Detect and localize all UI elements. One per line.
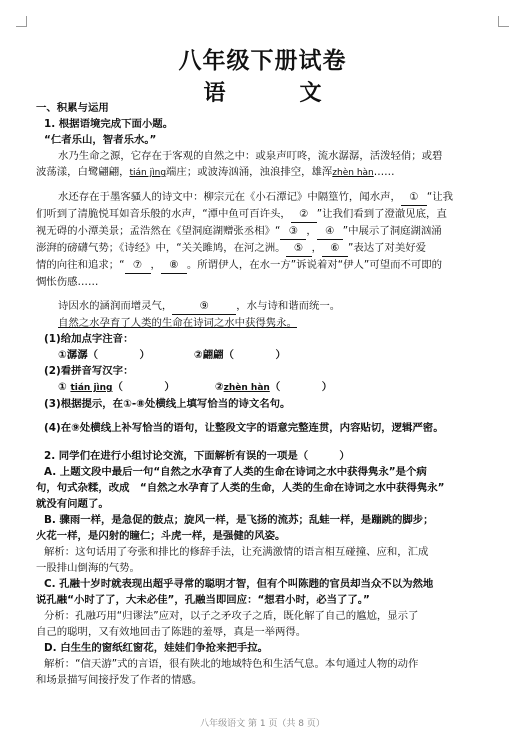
answer-blank-8[interactable]: ⑧: [161, 257, 187, 274]
sub-question-3: (3)根据提示，在①-⑧处横线上填写恰当的诗文名句。: [44, 398, 291, 410]
quote: “仁者乐山，智者乐水。”: [44, 134, 157, 146]
answer-blank-9[interactable]: ⑨: [172, 298, 236, 315]
sub-question-2-options: ① tián jìng（ ） ②zhèn hàn（ ）: [58, 381, 333, 393]
paragraph-1-line-1: 水乃生命之源，它存在于客观的自然之中：或泉声叮咚，流水潺潺，活泼轻俏；或碧: [58, 150, 443, 162]
option-b-analysis-2: 一股排山倒海的气势。: [36, 562, 140, 574]
sub-question-1: (1)给加点字注音：: [44, 333, 134, 345]
pinyin-prompt: zhèn hàn: [223, 383, 270, 393]
answer-blank-3[interactable]: ③: [280, 223, 306, 240]
option-a-line-3: 就没有问题了。: [36, 498, 109, 510]
option-1[interactable]: ①潺潺（ ）: [58, 349, 150, 361]
option-d-analysis-1: 解析：“信天游”式的言语，很有陕北的地域特色和生活气息。本句通过人物的动作: [44, 658, 419, 670]
sub-question-1-options: [36, 347, 498, 363]
page-footer: 八年级语文 第 1 页（共 8 页）: [200, 719, 325, 729]
answer-blank-6[interactable]: ⑥: [322, 240, 348, 257]
paragraph-2-line-3: 视无碍的小潭美景；孟浩然在《望洞庭湖赠张丞相》“ ③ ， ④ ”中展示了洞庭湖汹涌: [36, 223, 498, 240]
pinyin-blank: tián jìng: [129, 168, 167, 178]
underlined-sentence: 自然之水孕育了人类的生命在诗词之水中获得隽永。: [58, 317, 297, 329]
sub-question-4: (4)在⑨处横线上补写恰当的语句，让整段文字的语意完整连贯，内容贴切，逻辑严密。: [44, 422, 444, 434]
option-b-line-2: 火花一样，是闪射的瞳仁；斗虎一样，是强健的风姿。: [36, 530, 286, 542]
option-c-line-1: C. 孔融十岁时就表现出超乎寻常的聪明才智，但有个叫陈韪的官员却当众不以为然地: [44, 578, 434, 590]
paragraph-3-line-1: 诗因水的涵润而增灵气， ⑨ ，水与诗和谐而统一。: [36, 298, 498, 315]
answer-blank-7[interactable]: ⑦: [125, 257, 151, 274]
pinyin-blank: zhèn hàn: [332, 168, 374, 178]
option-a-line-2: 句，句式杂糅，改成 “自然之水孕育了人类的生命，人类的生命在诗词之水中获得隽永”: [36, 482, 445, 494]
exam-body: [36, 100, 498, 688]
exam-title: 八年级下册试卷: [178, 48, 347, 74]
option-c-analysis-1: 分析：孔融巧用“归谬法”应对，以子之矛攻子之盾，既化解了自己的尴尬，显示了: [44, 610, 419, 622]
answer-box-1[interactable]: （ ）: [112, 381, 175, 393]
option-c-line-2: 说孔融“小时了了，大未必佳”，孔融当即回应：“想君小时，必当了了。”: [36, 594, 370, 606]
pinyin-prompt: tián jìng: [70, 383, 113, 393]
paragraph-1-line-2: 波荡漾，白鹭翩翩，tián jìng端庄；或波涛汹涌，浊浪排空，雄浑zhèn hàn……: [36, 166, 395, 178]
paragraph-2-line-6: 惆怅伤感……: [36, 276, 99, 288]
paragraph-2-line-5: 情的向往和追求；“ ⑦ ， ⑧ 。所谓伊人，在水一方”诉说着对“伊人”可望而不可即的: [36, 257, 498, 274]
option-d-analysis-2: 和场景描写间接抒发了作者的情感。: [36, 674, 203, 686]
option-2[interactable]: ②翩翩（ ）: [193, 349, 286, 361]
option-d-line-1: D. 白生生的窗纸红窗花，娃娃们争抢来把手拉。: [44, 642, 269, 654]
option-b-line-1: B. 骤雨一样，是急促的鼓点；旋风一样，是飞扬的流苏；乱蛙一样，是蹦跳的脚步；: [44, 514, 434, 526]
option-a-line-1: A. 上题文段中最后一句“自然之水孕育了人类的生命在诗词之水中获得隽永”是个病: [44, 466, 427, 478]
crop-mark-top-right: [498, 16, 509, 27]
sub-question-2: (2)看拼音写汉字：: [44, 365, 134, 377]
option-b-analysis-1: 解析：这句话用了夸张和排比的修辞手法，让充满激情的语言相互碰撞、应和，汇成: [44, 546, 429, 558]
subject-title: 语 文: [203, 81, 348, 106]
question-2-intro: 2. 同学们在进行小组讨论交流，下面解析有误的一项是（ ）: [44, 450, 350, 462]
paragraph-2-line-2: 们听到了清脆悦耳如音乐般的水声，“潭中鱼可百许头， ② ”让我们看到了澄澈见底，直: [36, 206, 498, 223]
answer-blank-1[interactable]: ①: [401, 189, 427, 206]
answer-blank-2[interactable]: ②: [291, 206, 317, 223]
answer-blank-5[interactable]: ⑤: [286, 240, 312, 257]
answer-blank-4[interactable]: ④: [317, 223, 343, 240]
paragraph-2-line-4: 澎湃的磅礴气势；《诗经》中，“关关雎鸠，在河之洲。 ⑤ ， ⑥ ”表达了对美好爱: [36, 240, 498, 257]
paragraph-2-line-1: 水还存在于墨客骚人的诗文中：柳宗元在《小石潭记》中隔篁竹，闻水声， ① “让我: [36, 189, 498, 206]
option-c-analysis-2: 自己的聪明，又有效地回击了陈韪的羞辱，真是一举两得。: [36, 626, 307, 638]
question-1-intro: 1. 根据语境完成下面小题。: [44, 118, 174, 130]
answer-box-2[interactable]: （ ）: [269, 381, 333, 393]
crop-mark-top-left: [16, 16, 27, 27]
section-heading: 一、积累与运用: [36, 102, 109, 114]
